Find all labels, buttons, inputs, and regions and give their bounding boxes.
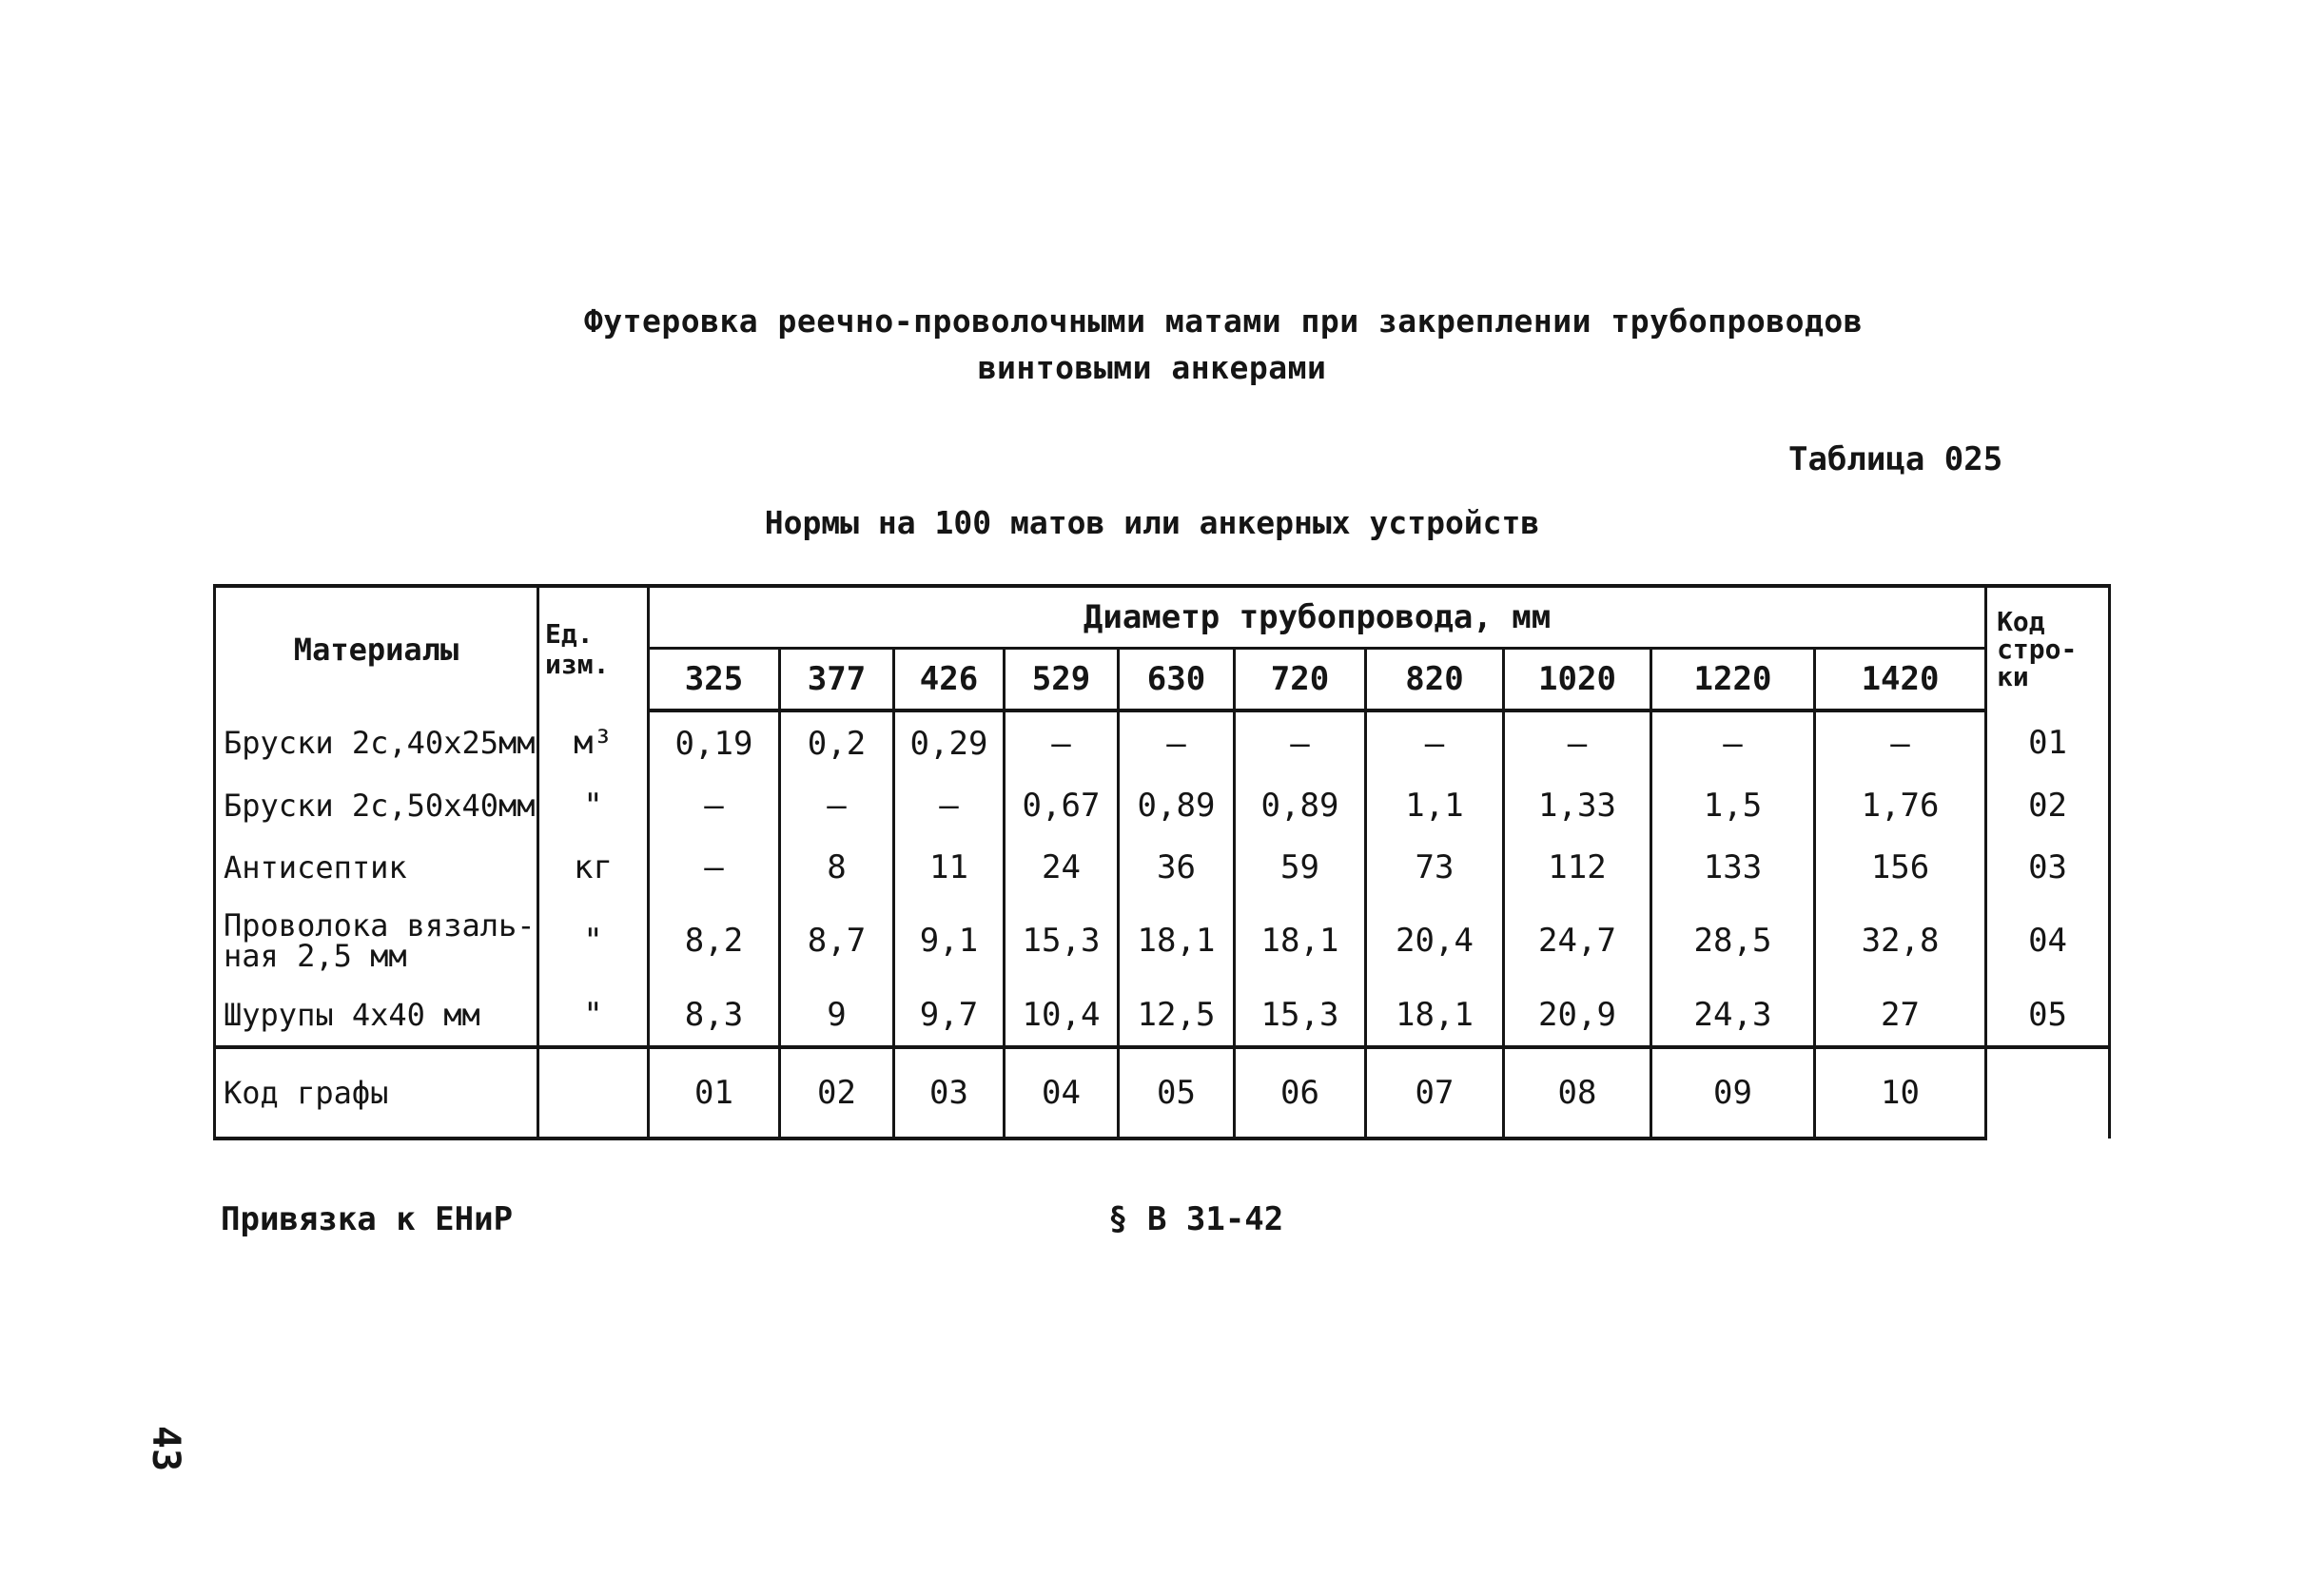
value-cell: 1,5: [1651, 774, 1815, 836]
header-row-top: [215, 586, 2110, 649]
value-cell: –: [649, 836, 780, 898]
value-cell: 18,1: [1366, 983, 1504, 1047]
graph-code-cell: 10: [1815, 1047, 1986, 1139]
value-cell: 32,8: [1815, 898, 1986, 983]
table-row: [215, 836, 2110, 898]
diameter-col-header: 1020: [1504, 649, 1651, 711]
value-cell: 8,7: [780, 898, 894, 983]
value-cell: 0,67: [1005, 774, 1119, 836]
material-cell: Проволока вязаль-ная 2,5 мм: [215, 898, 538, 983]
materials-header: Материалы: [215, 586, 538, 710]
diameter-header: Диаметр трубопровода, мм: [649, 586, 1986, 649]
value-cell: –: [1815, 710, 1986, 774]
value-cell: –: [1235, 710, 1366, 774]
title-line-1: Футеровка реечно-проволочными матами при закреплении трубопроводов: [583, 302, 1864, 340]
binding-label: Привязка к ЕНиР: [221, 1200, 514, 1238]
graph-code-unit-empty: [538, 1047, 649, 1139]
value-cell: 0,2: [780, 710, 894, 774]
graph-code-row: [215, 1047, 2110, 1139]
value-cell: 20,4: [1366, 898, 1504, 983]
value-cell: 112: [1504, 836, 1651, 898]
value-cell: 28,5: [1651, 898, 1815, 983]
value-cell: 24: [1005, 836, 1119, 898]
value-cell: –: [1366, 710, 1504, 774]
value-cell: 0,89: [1235, 774, 1366, 836]
graph-code-label: Код графы: [215, 1047, 538, 1139]
graph-code-rowcode-empty: [1986, 1047, 2110, 1139]
graph-code-cell: 05: [1119, 1047, 1235, 1139]
diameter-col-header: 377: [780, 649, 894, 711]
value-cell: 8: [780, 836, 894, 898]
value-cell: 10,4: [1005, 983, 1119, 1047]
value-cell: 0,89: [1119, 774, 1235, 836]
unit-cell: ": [538, 898, 649, 983]
value-cell: 156: [1815, 836, 1986, 898]
value-cell: 9,7: [894, 983, 1005, 1047]
table-number: Таблица 025: [1788, 440, 2003, 478]
graph-code-cell: 04: [1005, 1047, 1119, 1139]
graph-code-cell: 02: [780, 1047, 894, 1139]
unit-cell: м³: [538, 710, 649, 774]
row-code-cell: 03: [1986, 836, 2110, 898]
value-cell: 36: [1119, 836, 1235, 898]
diameter-col-header: 1420: [1815, 649, 1986, 711]
diameter-col-header: 529: [1005, 649, 1119, 711]
value-cell: 12,5: [1119, 983, 1235, 1047]
value-cell: 9: [780, 983, 894, 1047]
value-cell: 1,1: [1366, 774, 1504, 836]
binding-reference: § В 31-42: [1108, 1200, 1284, 1238]
row-code-header: Код стро-ки: [1986, 586, 2110, 710]
value-cell: 20,9: [1504, 983, 1651, 1047]
value-cell: 0,29: [894, 710, 1005, 774]
value-cell: 133: [1651, 836, 1815, 898]
diameter-col-header: 820: [1366, 649, 1504, 711]
value-cell: 24,7: [1504, 898, 1651, 983]
table-row: [215, 983, 2110, 1047]
value-cell: 1,33: [1504, 774, 1651, 836]
diameter-col-header: 630: [1119, 649, 1235, 711]
unit-cell: ": [538, 774, 649, 836]
unit-cell: кг: [538, 836, 649, 898]
graph-code-cell: 07: [1366, 1047, 1504, 1139]
graph-code-cell: 01: [649, 1047, 780, 1139]
value-cell: 27: [1815, 983, 1986, 1047]
diameter-col-header: 325: [649, 649, 780, 711]
graph-code-cell: 09: [1651, 1047, 1815, 1139]
row-code-cell: 01: [1986, 710, 2110, 774]
graph-code-cell: 06: [1235, 1047, 1366, 1139]
diameter-col-header: 720: [1235, 649, 1366, 711]
value-cell: –: [649, 774, 780, 836]
value-cell: 24,3: [1651, 983, 1815, 1047]
diameter-col-header: 426: [894, 649, 1005, 711]
value-cell: 1,76: [1815, 774, 1986, 836]
value-cell: 18,1: [1235, 898, 1366, 983]
value-cell: –: [1005, 710, 1119, 774]
value-cell: 15,3: [1235, 983, 1366, 1047]
norms-caption: Нормы на 100 матов или анкерных устройств: [764, 504, 1540, 541]
value-cell: –: [1504, 710, 1651, 774]
value-cell: 11: [894, 836, 1005, 898]
value-cell: 18,1: [1119, 898, 1235, 983]
unit-header: Ед. изм.: [538, 586, 649, 710]
graph-code-cell: 08: [1504, 1047, 1651, 1139]
title-line-2: винтовыми анкерами: [977, 349, 1327, 386]
value-cell: 9,1: [894, 898, 1005, 983]
row-code-cell: 02: [1986, 774, 2110, 836]
norms-table: [213, 584, 2111, 1140]
page-number: 43: [144, 1425, 188, 1472]
row-code-cell: 04: [1986, 898, 2110, 983]
value-cell: 73: [1366, 836, 1504, 898]
value-cell: 59: [1235, 836, 1366, 898]
material-cell: Бруски 2с,50х40мм: [215, 774, 538, 836]
material-cell: Бруски 2с,40х25мм: [215, 710, 538, 774]
value-cell: 8,2: [649, 898, 780, 983]
value-cell: 15,3: [1005, 898, 1119, 983]
material-cell: Шурупы 4х40 мм: [215, 983, 538, 1047]
diameter-col-header: 1220: [1651, 649, 1815, 711]
value-cell: –: [780, 774, 894, 836]
value-cell: 8,3: [649, 983, 780, 1047]
value-cell: –: [1119, 710, 1235, 774]
table-row: [215, 774, 2110, 836]
value-cell: –: [1651, 710, 1815, 774]
graph-code-cell: 03: [894, 1047, 1005, 1139]
table-row: [215, 710, 2110, 774]
material-cell: Антисептик: [215, 836, 538, 898]
row-code-cell: 05: [1986, 983, 2110, 1047]
unit-cell: ": [538, 983, 649, 1047]
table-row: [215, 898, 2110, 983]
value-cell: –: [894, 774, 1005, 836]
value-cell: 0,19: [649, 710, 780, 774]
